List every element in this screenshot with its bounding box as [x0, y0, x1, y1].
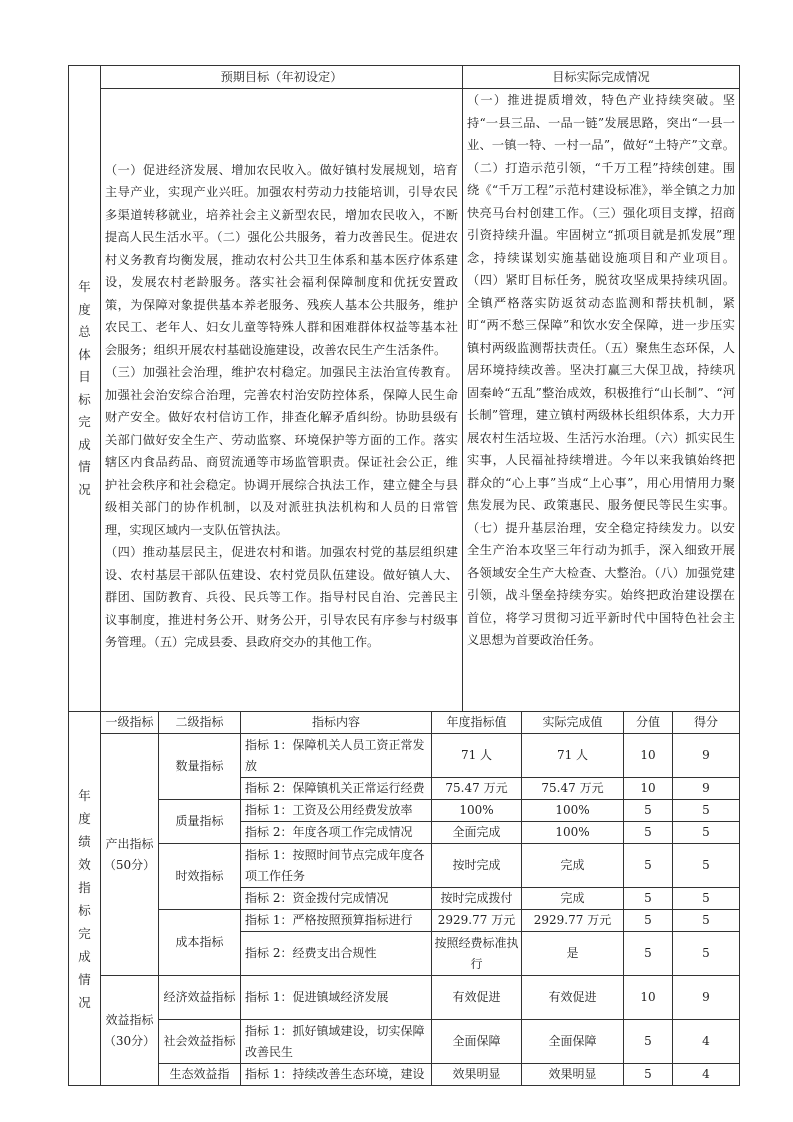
- indicator-content: 指标 2：年度各项工作完成情况: [241, 822, 432, 844]
- side-label-char: 指: [78, 879, 91, 895]
- performance-side-label: [69, 712, 101, 1086]
- side-label-char: 总: [78, 324, 91, 339]
- level1-benefit: 效益指标（30分）: [101, 976, 159, 1086]
- level1-output: 产出指标（50分）: [101, 734, 159, 976]
- indicator-score: 5: [624, 932, 673, 976]
- indicator-score: 5: [624, 1064, 673, 1086]
- side-label-char: 年: [78, 279, 91, 294]
- indicator-target: 有效促进: [432, 976, 522, 1020]
- indicator-actual: 75.47 万元: [522, 778, 624, 800]
- indicator-target: 2929.77 万元: [432, 910, 522, 932]
- header-score: 分值: [624, 712, 673, 734]
- indicator-actual: 是: [522, 932, 624, 976]
- side-label-char: 绩: [78, 833, 91, 849]
- expected-paragraph-3: （四）推动基层民主，促进农村和谐。加强农村党的基层组织建设、农村基层干部队伍建设、农村党员队伍建设。做好镇人大、群团、国防教育、兵役、民兵等工作。指导村民自治、完善民主议事制度，推进村务公开、财务公开，引导农民有序参与村级事务管理。（五）完成县委、县政府交办的其他工作。: [105, 545, 458, 649]
- side-label-char: 标: [78, 902, 91, 918]
- indicator-got: 4: [673, 1064, 740, 1086]
- indicator-got: 5: [673, 822, 740, 844]
- overall-goals-table: [68, 65, 740, 712]
- indicator-content: 指标 1：保障机关人员工资正常发放: [241, 734, 432, 778]
- side-label-char: 度: [78, 301, 91, 317]
- indicator-score: 5: [624, 888, 673, 910]
- actual-completion-header: 目标实际完成情况: [463, 66, 740, 89]
- header-level1: 一级指标: [101, 712, 159, 734]
- indicator-content: 指标 1：工资及公用经费发放率: [241, 800, 432, 822]
- level2-cost: 成本指标: [159, 910, 241, 976]
- indicator-actual: 71 人: [522, 734, 624, 778]
- indicator-score: 5: [624, 1020, 673, 1064]
- level2-quantity: 数量指标: [159, 734, 241, 800]
- level2-social: 社会效益指标: [159, 1020, 241, 1064]
- indicator-target: 100%: [432, 800, 522, 822]
- indicator-target: 按照经费标准执行: [432, 932, 522, 976]
- indicator-target: 按时完成拨付: [432, 888, 522, 910]
- actual-paragraph: （一）推进提质增效，特色产业持续突破。坚持“一县三品、一品一链”发展思路，突出“一县一业、一镇一特、一村一品”，做好“土特产”文章。（二）打造示范引领，“千万工程”持续创建。围绕《“千万工程”示范村建设标准》，举全镇之力加快亮马台村创建工作。（三）强化项目支撑，招商引资持续升温。牢固树立“抓项目就是抓发展”理念，持续谋划实施基础设施项目和产业项目。（四）紧盯目标任务，脱贫攻坚成果持续巩固。全镇严格落实防返贫动态监测和帮扶机制，紧盯“两不愁三保障”和饮水安全保障，进一步压实镇村两级监测帮扶责任。（五）聚焦生态环保，人居环境持续改善。坚决打赢三大保卫战，持续巩固秦岭“五乱”整治成效，积极推行“山长制”、“河长制”管理，建立镇村两级林长组织体系，大力开展农村生活垃圾、生活污水治理。（六）抓实民生实事，人民福祉持续增进。今年以来我镇始终把群众的“心上事”当成“上心事”，用心用情用力聚焦发展为民、政策惠民、服务便民等民生实事。（七）提升基层治理，安全稳定持续发力。以安全生产治本攻坚三年行动为抓手，深入细致开展各领域安全生产大检查、大整治。（八）加强党建引领，战斗堡垒持续夯实。始终把政治建设摆在首位，将学习贯彻习近平新时代中国特色社会主义思想为首要政治任务。: [467, 93, 735, 647]
- indicator-target: 全面完成: [432, 822, 522, 844]
- level2-quality: 质量指标: [159, 800, 241, 844]
- side-label-char: 目: [78, 369, 91, 384]
- indicator-actual: 完成: [522, 844, 624, 888]
- document-page: [68, 65, 739, 1086]
- indicator-score: 5: [624, 822, 673, 844]
- indicator-actual: 效果明显: [522, 1064, 624, 1086]
- overall-goals-side-label: [69, 66, 101, 712]
- indicator-content: 指标 1：抓好镇域建设，切实保障改善民生: [241, 1020, 432, 1064]
- indicator-actual: 有效促进: [522, 976, 624, 1020]
- side-label-char: 标: [78, 391, 91, 407]
- level2-ecological: 生态效益指: [159, 1064, 241, 1086]
- expected-goals-text: [101, 89, 463, 712]
- side-label-char: 况: [78, 481, 91, 497]
- indicator-got: 9: [673, 734, 740, 778]
- indicator-target: 全面保障: [432, 1020, 522, 1064]
- indicator-content: 指标 2：资金拨付完成情况: [241, 888, 432, 910]
- side-label-char: 完: [78, 414, 91, 429]
- indicator-actual: 全面保障: [522, 1020, 624, 1064]
- side-label-char: 完: [78, 925, 91, 941]
- expected-goals-header: 预期目标（年初设定）: [101, 66, 463, 89]
- indicator-target: 71 人: [432, 734, 522, 778]
- side-label-char: 况: [78, 994, 91, 1010]
- indicator-actual: 2929.77 万元: [522, 910, 624, 932]
- indicator-score: 5: [624, 910, 673, 932]
- level2-timeliness: 时效指标: [159, 844, 241, 910]
- indicator-target: 按时完成: [432, 844, 522, 888]
- indicator-target: 75.47 万元: [432, 778, 522, 800]
- indicator-got: 5: [673, 888, 740, 910]
- indicator-actual: 完成: [522, 888, 624, 910]
- side-label-char: 成: [78, 948, 91, 964]
- header-level2: 二级指标: [159, 712, 241, 734]
- indicator-content: 指标 1：按照时间节点完成年度各项工作任务: [241, 844, 432, 888]
- indicator-score: 10: [624, 976, 673, 1020]
- side-label-char: 年: [78, 787, 91, 803]
- indicator-got: 9: [673, 778, 740, 800]
- indicator-got: 5: [673, 910, 740, 932]
- indicator-got: 5: [673, 844, 740, 888]
- header-target: 年度指标值: [432, 712, 522, 734]
- indicator-target: 效果明显: [432, 1064, 522, 1086]
- indicator-content: 指标 1：促进镇域经济发展: [241, 976, 432, 1020]
- level2-economic: 经济效益指标: [159, 976, 241, 1020]
- side-label-char: 体: [78, 346, 91, 362]
- indicator-content: 指标 2：保障镇机关正常运行经费: [241, 778, 432, 800]
- side-label-char: 情: [78, 971, 91, 987]
- indicator-got: 5: [673, 800, 740, 822]
- header-content: 指标内容: [241, 712, 432, 734]
- side-label-char: 情: [78, 459, 91, 474]
- actual-completion-text: [463, 89, 740, 712]
- side-label-char: 效: [78, 856, 91, 872]
- indicator-content: 指标 1：严格按照预算指标进行: [241, 910, 432, 932]
- indicator-content: 指标 2：经费支出合规性: [241, 932, 432, 976]
- indicator-got: 9: [673, 976, 740, 1020]
- side-label-char: 度: [78, 810, 91, 826]
- indicator-score: 5: [624, 844, 673, 888]
- indicator-score: 10: [624, 778, 673, 800]
- side-label-char: 成: [78, 436, 91, 452]
- performance-indicators-table: [68, 711, 740, 1086]
- indicator-got: 4: [673, 1020, 740, 1064]
- indicator-score: 10: [624, 734, 673, 778]
- indicator-score: 5: [624, 800, 673, 822]
- expected-paragraph-2: （三）加强社会治理，维护农村稳定。加强民主法治宣传教育。加强社会治安综合治理，完善农村治安防控体系，保障人民生命财产安全。做好农村信访工作，排查化解矛盾纠纷。协助县级有关部门做好安全生产、劳动监察、环境保护等方面的工作。落实辖区内食品药品、商贸流通等市场监管职责。保证社会公正，维护社会秩序和社会稳定。协调开展综合执法工作，建立健全与县级相关部门的协作机制，以及对派驻执法机构和人员的日常管理，实现区域内一支队伍管执法。: [105, 365, 458, 537]
- indicator-got: 5: [673, 932, 740, 976]
- indicator-content: 指标 1：持续改善生态环境，建设: [241, 1064, 432, 1086]
- expected-paragraph-1: （一）促进经济发展、增加农民收入。做好镇村发展规划，培育主导产业，实现产业兴旺。加强农村劳动力技能培训，引导农民多渠道转移就业，培养社会主义新型农民，增加农民收入，不断提高人民生活水平。（二）强化公共服务，着力改善民生。促进农村义务教育均衡发展，推动农村公共卫生体系和基本医疗体系建设，发展农村老龄服务。落实社会福利保障制度和优抚安置政策，为保障对象提供基本养老服务、残疾人基本公共服务，维护农民工、老年人、妇女儿童等特殊人群和困难群体权益等基本社会服务；组织开展农村基础设施建设，改善农民生产生活条件。: [105, 162, 458, 357]
- indicator-actual: 100%: [522, 822, 624, 844]
- header-actual: 实际完成值: [522, 712, 624, 734]
- indicator-actual: 100%: [522, 800, 624, 822]
- header-got: 得分: [673, 712, 740, 734]
